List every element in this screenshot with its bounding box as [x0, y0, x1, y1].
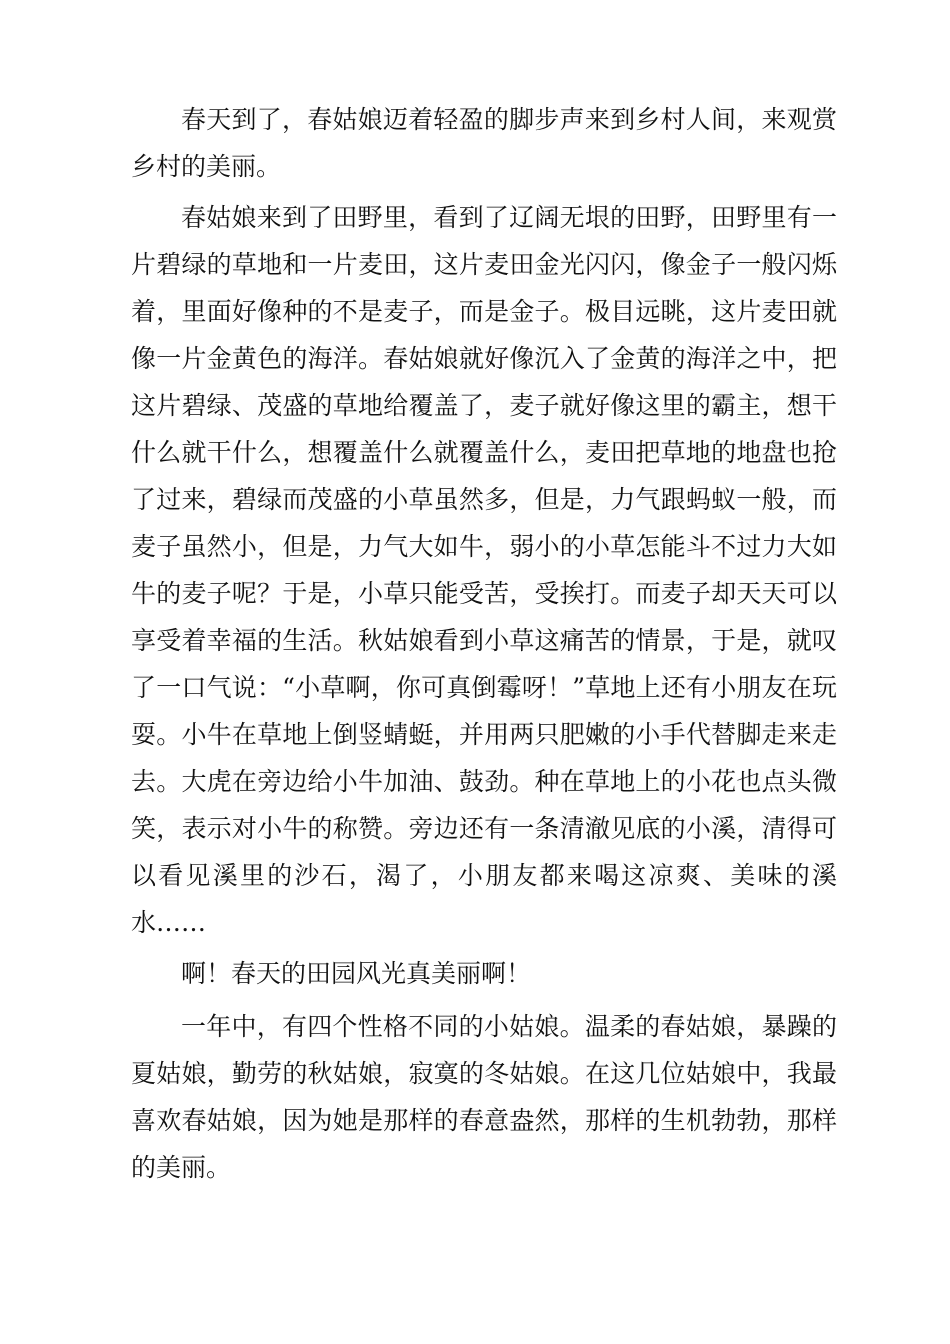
paragraph-conclusion: 一年中，有四个性格不同的小姑娘。温柔的春姑娘，暴躁的夏姑娘，勤劳的秋姑娘，寂寞的冬姑娘。在这几位姑娘中，我最喜欢春姑娘，因为她是那样的春意盎然，那样的生机勃勃，那样的美丽。: [131, 1012, 837, 1182]
paragraph-exclamation: 啊！春天的田园风光真美丽啊！: [181, 959, 532, 988]
document-body: [131, 96, 837, 1195]
paragraph-intro: 春天到了，春姑娘迈着轻盈的脚步声来到乡村人间，来观赏乡村的美丽。: [131, 105, 837, 181]
paragraph-field: 春姑娘来到了田野里，看到了辽阔无垠的田野，田野里有一片碧绿的草地和一片麦田，这片麦田金光闪闪，像金子一般闪烁着，里面好像种的不是麦子，而是金子。极目远眺，这片麦田就像一片金黄色的海洋。春姑娘就好像沉入了金黄的海洋之中，把这片碧绿、茂盛的草地给覆盖了，麦子就好像这里的霸主，想干什么就干什么，想覆盖什么就覆盖什么，麦田把草地的地盘也抢了过来，碧绿而茂盛的小草虽然多，但是，力气跟蚂蚁一般，而麦子虽然小，但是，力气大如牛，弱小的小草怎能斗不过力大如牛的麦子呢？于是，小草只能受苦，受挨打。而麦子却天天可以享受着幸福的生活。秋姑娘看到小草这痛苦的情景，于是，就叹了一口气说：“小草啊，你可真倒霉呀！”草地上还有小朋友在玩耍。小牛在草地上倒竖蜻蜓，并用两只肥嫩的小手代替脚走来走去。大虎在旁边给小牛加油、鼓劲。种在草地上的小花也点头微笑，表示对小牛的称赞。旁边还有一条清澈见底的小溪，清得可以看见溪里的沙石，渴了，小朋友都来喝这凉爽、美味的溪水……: [131, 203, 837, 937]
